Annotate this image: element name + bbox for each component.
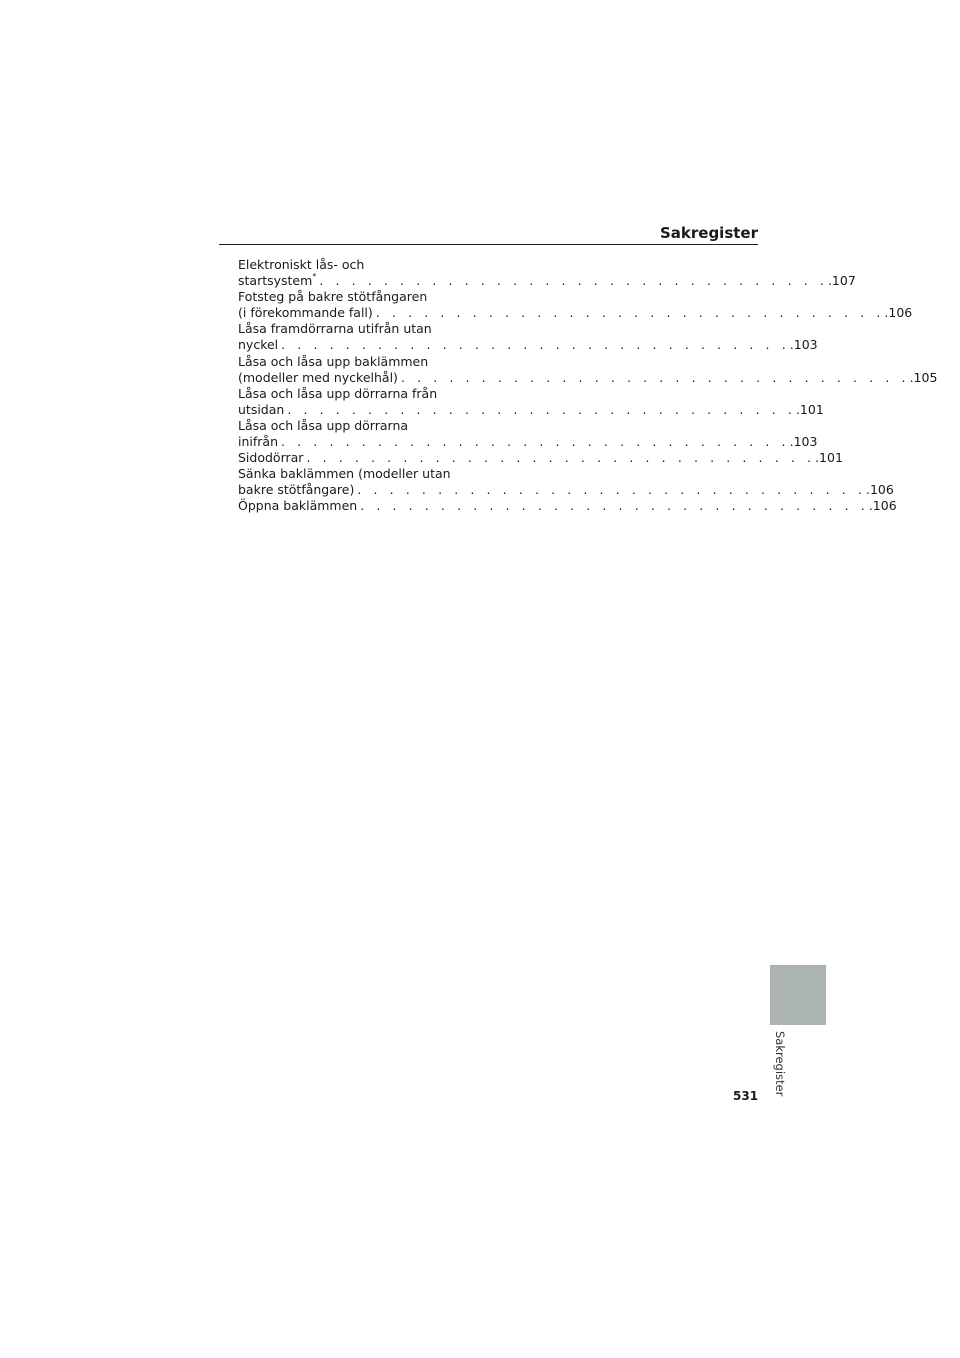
page-reference[interactable]: .101	[795, 401, 824, 417]
index-entry	[238, 385, 824, 418]
entry-text: Låsa och låsa upp dörrarna	[238, 417, 409, 433]
entry-text: Fotsteg på bakre stötfångaren	[238, 289, 428, 305]
entry-text: nyckel	[238, 337, 279, 353]
entry-line-with-page	[238, 434, 818, 450]
dot-leader: . . . . . . . . . . . . . . . . . . . . . . . . . . . . . . . .	[306, 450, 816, 466]
dot-leader: . . . . . . . . . . . . . . . . . . . . . . . . . . . . . . . .	[319, 273, 828, 289]
entry-text: utsidan	[238, 401, 285, 417]
dot-leader: . . . . . . . . . . . . . . . . . . . . . . . . . . . . . . . .	[375, 305, 885, 321]
dot-leader: . . . . . . . . . . . . . . . . . . . . . . . . . . . . . . . .	[287, 401, 796, 417]
page-reference[interactable]: .106	[868, 498, 897, 514]
entry-text: (modeller med nyckelhål)	[238, 369, 398, 385]
dot-leader: . . . . . . . . . . . . . . . . . . . . . . . . . . . . . . . .	[360, 498, 869, 514]
entry-line-with-page	[238, 305, 913, 321]
index-entry	[238, 466, 894, 498]
page-reference[interactable]: .107	[827, 273, 856, 289]
header-divider	[219, 244, 758, 245]
entry-text: Låsa framdörrarna utifrån utan	[238, 321, 432, 337]
index-entry	[238, 417, 818, 450]
index-entry	[238, 257, 856, 289]
entry-line-with-page	[238, 337, 818, 353]
page-reference[interactable]: .106	[884, 305, 913, 321]
index-entry	[238, 498, 897, 514]
entry-text: startsystem	[238, 273, 313, 289]
entry-text: (i förekommande fall)	[238, 305, 373, 321]
asterisk-note: *	[312, 271, 317, 281]
entry-line-with-page	[238, 498, 897, 514]
chapter-tab	[770, 965, 826, 1025]
entry-text: Elektroniskt lås- och	[238, 257, 365, 272]
page-reference[interactable]: .103	[789, 337, 818, 353]
entry-line-with-page	[238, 401, 824, 418]
index-entry	[238, 353, 938, 386]
index-entry	[238, 321, 818, 353]
dot-leader: . . . . . . . . . . . . . . . . . . . . . . . . . . . . . . . .	[281, 337, 790, 353]
page-reference[interactable]: .103	[789, 434, 818, 450]
entry-line-with-page	[238, 271, 856, 289]
index-entry	[238, 450, 843, 466]
entry-text: Låsa och låsa upp baklämmen	[238, 353, 429, 369]
page-reference[interactable]: .106	[865, 482, 894, 498]
chapter-tab-label: Sakregister	[773, 1031, 787, 1097]
entry-text: Låsa och låsa upp dörrarna från	[238, 385, 438, 401]
entry-text: bakre stötfångare)	[238, 482, 355, 498]
section-title: Sakregister	[659, 224, 758, 242]
entry-text: Sänka baklämmen (modeller utan	[238, 466, 451, 482]
index-entry	[238, 289, 913, 321]
dot-leader: . . . . . . . . . . . . . . . . . . . . . . . . . . . . . . . .	[357, 482, 866, 498]
entry-text: Sidodörrar	[238, 450, 304, 466]
page-reference[interactable]: .101	[815, 450, 843, 466]
index-list	[238, 257, 938, 515]
entry-line-with-page	[238, 369, 938, 386]
page-number: 531	[733, 1089, 759, 1103]
entry-line-with-page	[238, 482, 894, 498]
entry-text: Öppna baklämmen	[238, 498, 358, 514]
entry-text: inifrån	[238, 434, 278, 450]
dot-leader: . . . . . . . . . . . . . . . . . . . . . . . . . . . . . . . .	[400, 369, 910, 385]
dot-leader: . . . . . . . . . . . . . . . . . . . . . . . . . . . . . . . .	[281, 434, 790, 450]
entry-line-with-page	[238, 450, 843, 466]
page-reference[interactable]: .105	[909, 369, 938, 385]
